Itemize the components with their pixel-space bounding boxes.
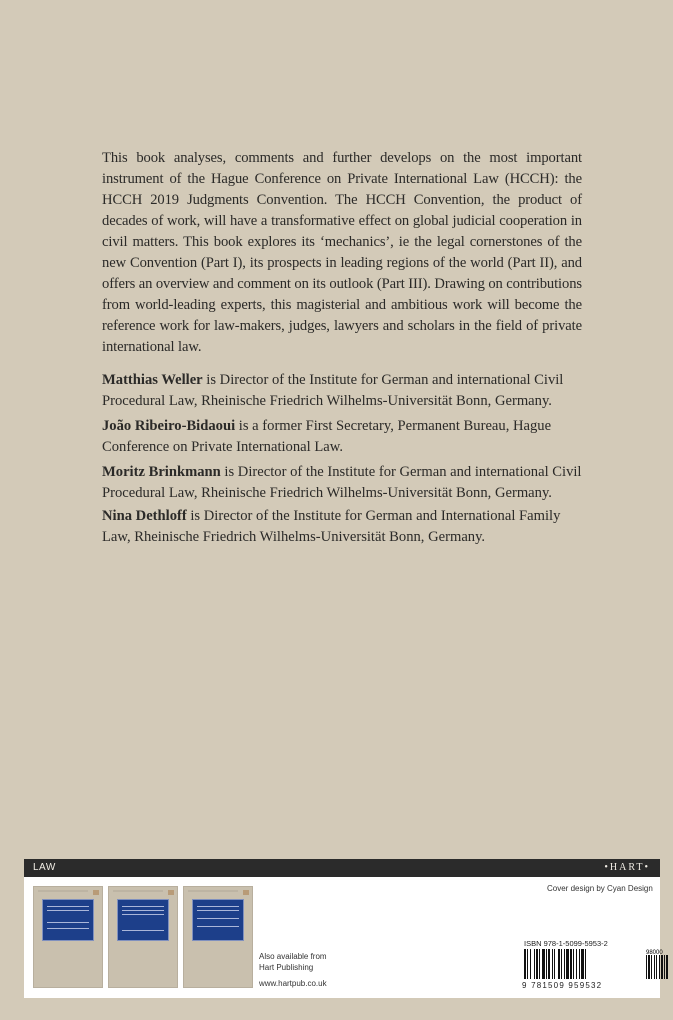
barcode-addon: 98000 <box>646 950 663 956</box>
author-bio <box>102 416 582 458</box>
barcode <box>524 949 673 981</box>
author-name: Nina Dethloff <box>102 508 187 524</box>
author-bio <box>102 506 582 548</box>
category-label: LAW <box>33 862 56 873</box>
author-bio <box>102 462 582 504</box>
book-thumbnail <box>33 886 103 988</box>
author-description: is Director of the Institute for German and international Civil Procedural Law, Rheinische Friedrich Wilhelms-Universität Bonn, Germany. <box>102 372 564 409</box>
category-bar <box>24 859 660 877</box>
author-name: Moritz Brinkmann <box>102 464 221 480</box>
author-description: is Director of the Institute for German and international Civil Procedural Law, Rheinische Friedrich Wilhelms-Universität Bonn, Germany. <box>102 464 582 501</box>
isbn: ISBN 978-1-5099-5953-2 <box>524 939 608 948</box>
author-description: is a former First Secretary, Permanent Bureau, Hague Conference on Private International Law. <box>102 418 552 455</box>
author-bio <box>102 370 582 412</box>
also-available-text: Also available from Hart Publishing <box>259 952 327 972</box>
footer-panel <box>24 877 663 998</box>
back-cover-blurb: This book analyses, comments and further develops on the most important instrument of the Hague Conference on Private International Law (HCCH): the HCCH 2019 Judgments Convention. The HCCH Convention, the product of decades of work, will have a transformative effect on global judicial cooperation in civil matters. This book explores its ‘mechanics’, ie the legal cornerstones of the new Convention (Part I), its prospects in leading regions of the world (Part II), and offers an overview and comment on its outlook (Part III). Drawing on contributions from world-leading experts, this magisterial and ambitious work will become the reference work for law-makers, judges, lawyers and scholars in the field of private international law. <box>102 150 582 355</box>
author-name: João Ribeiro-Bidaoui <box>102 418 236 434</box>
author-name: Matthias Weller <box>102 372 203 388</box>
cover-design-credit: Cover design by Cyan Design <box>547 884 653 893</box>
author-description: is Director of the Institute for German and International Family Law, Rheinische Friedrich Wilhelms-Universität Bonn, Germany. <box>102 508 561 545</box>
website-link[interactable]: www.hartpub.co.uk <box>259 979 327 988</box>
book-thumbnail <box>183 886 253 988</box>
barcode-number: 9 781509 959532 <box>522 981 603 990</box>
book-thumbnail <box>108 886 178 988</box>
publisher-logo: •HART• <box>604 862 650 873</box>
